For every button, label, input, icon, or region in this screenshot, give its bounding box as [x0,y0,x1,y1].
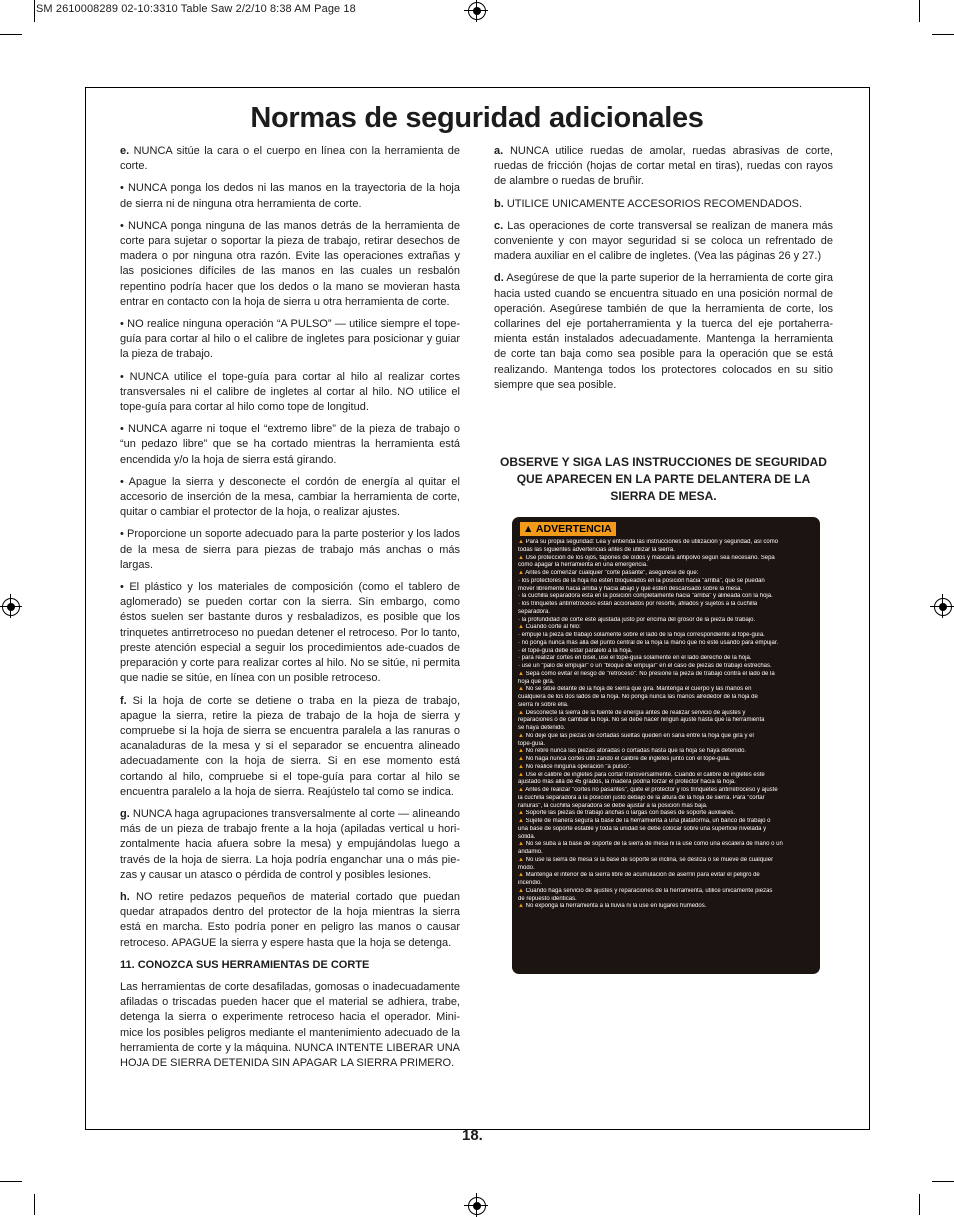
warning-label-line: ▲ Soporte las piezas de trabajo anchas o largas con bases de soporte auxiliares. [518,810,736,817]
page-number: 18. [462,1127,483,1144]
warning-label-line: ▲ No use la sierra de mesa si la base de soporte se inclina, se desliza o se mueve de cualquier [518,856,774,863]
section-heading: 11. CONOZCA SUS HERRAMIENTAS DE CORTE [120,958,370,971]
warning-label-line: ▲ Desconecte la sierra de la fuente de energía antes de realizar servicio de ajustes y [518,709,746,716]
warning-triangle-icon: ▲ [518,818,524,824]
warning-label-line: · para realizar cortes en bisel, use el tope-guía solamente en el lado derecho de la hoja. [518,655,752,662]
warning-label-line: · los protectores de la hoja no estén bloqueados en la posición hacia "arriba", que se puedan [518,577,765,584]
item-g: g. NUNCA haga agrupaciones transversalmente al corte — alineando más de un pieza de trabajo frente a la hoja (apiladas vertical u hori-zontalmente hacia afuera sobre la mesa) y empujándolas luego a través de la hoja de sierra. La hoja podría enganchar una o más pie-zas y causar un atasco o pérdida de control y posibles lesiones. [120,807,460,881]
warning-label-line: · el tope-guía debe estar paralelo a la hoja. [518,647,633,654]
bullet-item: • NUNCA agarre ni toque el “extremo libre” de la pieza de trabajo o “un pedazo libre” que se ha cortado mientras la herramienta está encendida y/o la hoja de sierra está girando. [120,423,460,466]
warning-triangle-icon: ▲ [518,624,524,631]
print-slug: SM 2610008289 02-10:3310 Table Saw 2/2/10 8:38 AM Page 18 [36,3,356,15]
warning-triangle-icon: ▲ [518,872,524,879]
warning-label-line: tope-guía. [518,740,546,747]
item-f: f. Si la hoja de corte se detiene o traba en la pieza de trabajo, apague la sierra, retire la pieza de trabajo de la hoja de sierra y compruebe si la hoja de sierra se encuentra paralela a las ranuras o acanaladuras de la mesa y si el separador se encuentra alineado adecuadamente con la hoja de sierra. Si en ese momento está cortando al hilo, compruebe si el tope-guía para cortar al hilo se encuentra paralelo a la hoja de sierra. Reajústelo tal como se indica. [120,694,460,798]
bullet-item: • NUNCA ponga los dedos ni las manos en la trayectoria de la hoja de sierra ni de ninguna otra herramienta de corte. [120,182,460,210]
warning-triangle-icon: ▲ [518,686,524,693]
warning-label-line: de repuesto idénticas. [518,895,577,902]
warning-label-line: ▲ Cuando haga servicio de ajustes y reparaciones de la herramienta, utilice únicamente piezas [518,887,773,894]
crop-mark [919,1194,920,1215]
crop-mark [932,1181,954,1182]
warning-triangle-icon: ▲ [518,570,524,576]
warning-label-line: ▲ No retire nunca las piezas atoradas o cortadas hasta que la hoja se haya detenido. [518,748,747,755]
warning-label-line: ranuras", la cuchilla separadora se debe ajustar a la posición más baja. [518,802,708,809]
warning-label-line: · use un "palo de empujar" o un "bloque de empujar" en el caso de piezas de trabajo estrechas. [518,663,772,669]
warning-label-line: ▲ Use protección de los ojos, tapones de oídos y máscara antipolvo según sea necesario. Sepa [518,554,775,561]
warning-triangle-icon: ▲ [518,709,524,716]
registration-mark [2,598,20,616]
warning-label-line: sólida. [518,833,536,840]
warning-label-line: ajustado más allá de 45 grados, la madera podría forzar el protector hacia la hoja. [518,779,736,786]
bullet-item: • Apague la sierra y desconecte el cordón de energía al quitar el accesorio de inserción de la mesa, cambiar la herramienta de corte, quitar o cambiar el protector de la hoja, o realizar ajustes. [120,475,460,519]
crop-mark [0,1181,22,1182]
warning-label-line: · la profundidad de corte esté ajustada justo por encima del grosor de la pieza de trabajo. [518,616,756,623]
warning-label-line: incendio. [518,880,543,886]
warning-label-line: reparaciones o de cambiar la hoja. No se debe hacer ningún ajuste hasta que la herramienta [518,717,765,724]
crop-mark [34,1194,35,1215]
item-a: a. NUNCA utilice ruedas de amolar, ruedas abrasivas de corte, ruedas de fricción (hojas de cortar metal en tiras), ruedas con rayos de alambre o ruedas de bruñir. [494,145,833,188]
warning-label-line: modo. [518,864,535,871]
warning-triangle-icon: ▲ [518,748,524,755]
warning-triangle-icon: ▲ [518,732,524,739]
warning-label-line: ▲ Sujete de manera segura la base de la herramienta a una plataforma, un banco de trabajo o [518,818,771,824]
warning-label-line: ▲ Use el calibre de ingletes para cortar transversalmente. Cuando el calibre de ingletes esté [518,771,765,778]
item-c: c. Las operaciones de corte transversal se realizan de manera más conveniente y con mayor seguridad si se coloca un refrentado de madera auxiliar en el calibre de ingletes. (Vea las páginas 26 y 27.) [494,219,833,263]
warning-label-line: cómo apagar la herramienta en una emergencia. [518,562,648,569]
crop-mark [932,34,954,35]
warning-label-line: una base de soporte estable y toda la unidad se debe colocar sobre una superficie nivelada y [518,825,767,832]
warning-label-line: · la cuchilla separadora esta en la posición completamente hacia "arriba" y alineada con la hoja. [518,593,773,600]
item-e: e. NUNCA sitúe la cara o el cuerpo en línea con la herramienta de corte. [120,145,460,173]
warning-label-line: ▲ Antes de realizar "cortes no pasantes", quite el protector y los trinquetes antirretroceso y ajuste [518,787,778,793]
crop-mark [919,0,920,22]
registration-mark [934,598,952,616]
warning-triangle-icon: ▲ [518,554,524,561]
warning-label-line: ▲ No haga nunca cortes utili zando el calibre de ingletes junto con el tope-guía. [518,756,731,762]
bullet-item: • NUNCA utilice el tope-guía para cortar al hilo al realizar cortes transversales ni el calibre de ingletes al cortar al hilo. NO utilice el tope-guía para cortar al hilo como tope de longitud. [120,370,460,414]
crop-mark [0,34,22,35]
item-d: d. Asegúrese de que la parte superior de la herramienta de corte gira hacia usted cuando se encuentra situado en una posición normal de operación. Asegúrese también de que la herramienta de corte, los collarines del eje portaherramienta y la tuerca del eje portaherra-mienta están instalados adecuadamente. Mantenga la herramienta de corte tan baja como sea posible para la operación que se está realizando. Mantenga todos los protectores colocados en su sitio siempre que sea posible. [494,272,833,391]
warning-label-line: se haya detenido. [518,725,566,731]
warning-label-line: andamio. [518,849,543,855]
bullet-item: • NO realice ninguna operación “A PULSO” — utilice siempre el tope-guía para cortar al hilo o el calibre de ingletes para posicionar y guiar la pieza de trabajo. [120,318,460,361]
warning-label-line: ▲ Mantenga el interior de la sierra libre de acumulación de aserrín para evitar el peligro de [518,872,760,879]
warning-triangle-icon: ▲ [518,856,524,863]
warning-label-line: ▲ No exponga la herramienta a la lluvia ni la use en lugares húmedos. [518,903,707,910]
item-h: h. NO retire pedazos pequeños de material cortado que puedan quedar atrapados dentro del protector de la hoja mientras la sierra está en marcha. Esto podría poner en peligro las manos o causar retroceso. APAGUE la sierra y espere hasta que la hoja se detenga. [120,890,460,949]
warning-label-line: ▲ No se sitúe delante de la hoja de sierra que gira. Mantenga el cuerpo y las manos en [518,686,752,693]
right-column [494,144,833,400]
registration-mark [468,1197,486,1215]
warning-triangle-icon: ▲ [518,841,524,848]
warning-triangle-icon: ▲ [518,887,524,894]
warning-triangle-icon: ▲ [518,670,524,677]
crop-mark [34,0,35,22]
warning-label-text [518,539,816,911]
warning-label-line: sierra ni sobre ella. [518,701,569,708]
warning-triangle-icon: ▲ [518,771,524,778]
warning-triangle-icon: ▲ [518,903,524,910]
warning-label-line: ▲ No deje que las piezas de cortadas sueltas queden en saña entre la hoja que gira y el [518,732,754,739]
warning-label-line: ▲ Sepa como evitar el riesgo de "retroceso". No presione la pieza de trabajo contra el lado de la [518,670,775,677]
left-column [120,144,460,1078]
warning-triangle-icon: ▲ [518,756,524,762]
bullet-item: • Proporcione un soporte adecuado para la parte posterior y los lados de la mesa de sierra para piezas de trabajo más anchas o más largas. [120,528,460,571]
warning-label-line: · no ponga nunca más allá del punto central de la hoja la mano que no esté usando para empujar. [518,639,779,646]
item-b: b. UTILICE UNICAMENTE ACCESORIOS RECOMENDADOS. [494,197,803,210]
page-title: Normas de seguridad adicionales [250,102,704,134]
registration-mark [468,2,486,20]
warning-label-line: todas las siguientes advertencias antes de utilizar la sierra. [518,546,675,553]
warning-label-line: cualquiera de los dos lados de la hoja. No ponga nunca las manos alrededor de la hoja de [518,694,758,700]
warning-label-line: ▲ Cuando corte al hilo: [518,624,581,631]
safety-notice: OBSERVE Y SIGA LAS INSTRUCCIONES DE SEGURIDAD QUE APARECEN EN LA PARTE DELANTERA DE LA SIERRA DE MESA. [500,455,827,503]
warning-triangle-icon: ▲ [518,539,524,545]
warning-triangle-icon: ▲ [518,810,524,817]
warning-label-line: · empuje la pieza de trabajo solamente sobre el lado de la hoja correspondiente al tope-guía. [518,632,765,638]
warning-label-image [512,517,820,974]
bullet-item: • El plástico y los materiales de composición (como el tablero de aglomerado) se pueden cortar con la sierra. Sin embargo, como éstos suelen ser bastante duros y resbaladizos, es posible que los trinquetes antirretroceso no puedan detener el retroceso. Por lo tanto, preste atención especial a seguir los procedimientos ade-cuados de preparación y corte para realizar cortes al hilo. No se sitúe, ni permita que nadie se sitúe, en línea con un posible retroceso. [120,581,460,685]
warning-label-line: la cuchilla separadora a la posición justo debajo de la altura de la hoja de sierra. Para "cortar [518,794,765,801]
warning-label-line: mover libremente hacia arriba y hacia abajo y que estén descansado sobre la mesa. [518,585,743,592]
bullet-item: • NUNCA ponga ninguna de las manos detrás de la herramienta de corte para sujetar o soportar la pieza de trabajo, retirar desechos de madera o por ninguna otra razón. Evite las operaciones extrañas y las posiciones difíciles de las manos en las cuales un resbalón repentino podría hacer que los dedos o la mano se movieran hasta entrar en contacto con la hoja de sierra u otra herramienta de corte. [120,219,460,308]
warning-label-line: separadora. [518,608,551,615]
warning-label-line: ▲ Antes de comenzar cualquier "corte pasante", asegúrese de que: [518,570,699,576]
warning-label-line: ▲ No se suba a la base de soporte de la sierra de mesa ni la use como una escalera de mano o un [518,841,783,848]
warning-label-line: · los trinquetes antirretroceso están accionados por resorte, afilados y sujetos a la cuchilla [518,601,758,607]
warning-triangle-icon: ▲ [518,787,524,793]
warning-label-line: hoja que gira. [518,678,555,685]
warning-label-heading: ▲ ADVERTENCIA [520,522,616,536]
warning-label-line: ▲ No realice ninguna operación "a pulso". [518,763,631,770]
warning-triangle-icon: ▲ [518,763,524,770]
warning-label-line: ▲ Para su propia seguridad: Lea y entienda las instrucciones de utilización y seguridad, así como [518,539,779,545]
section-paragraph: Las herramientas de corte desafiladas, gomosas o inadecuadamente afiladas o triscadas pueden hacer que el material se adhiera, trabe, detenga la sierra o experimente retroceso hacia el operador. Mini-mice los posibles peligros mediante el mantenimiento adecuado de la herramienta de corte y la máquina. NUNCA INTENTE LIBERAR UNA HOJA DE SIERRA DETENIDA SIN APAGAR LA SIERRA PRIMERO. [120,980,460,1069]
warning-triangle-icon: ▲ [523,523,536,535]
